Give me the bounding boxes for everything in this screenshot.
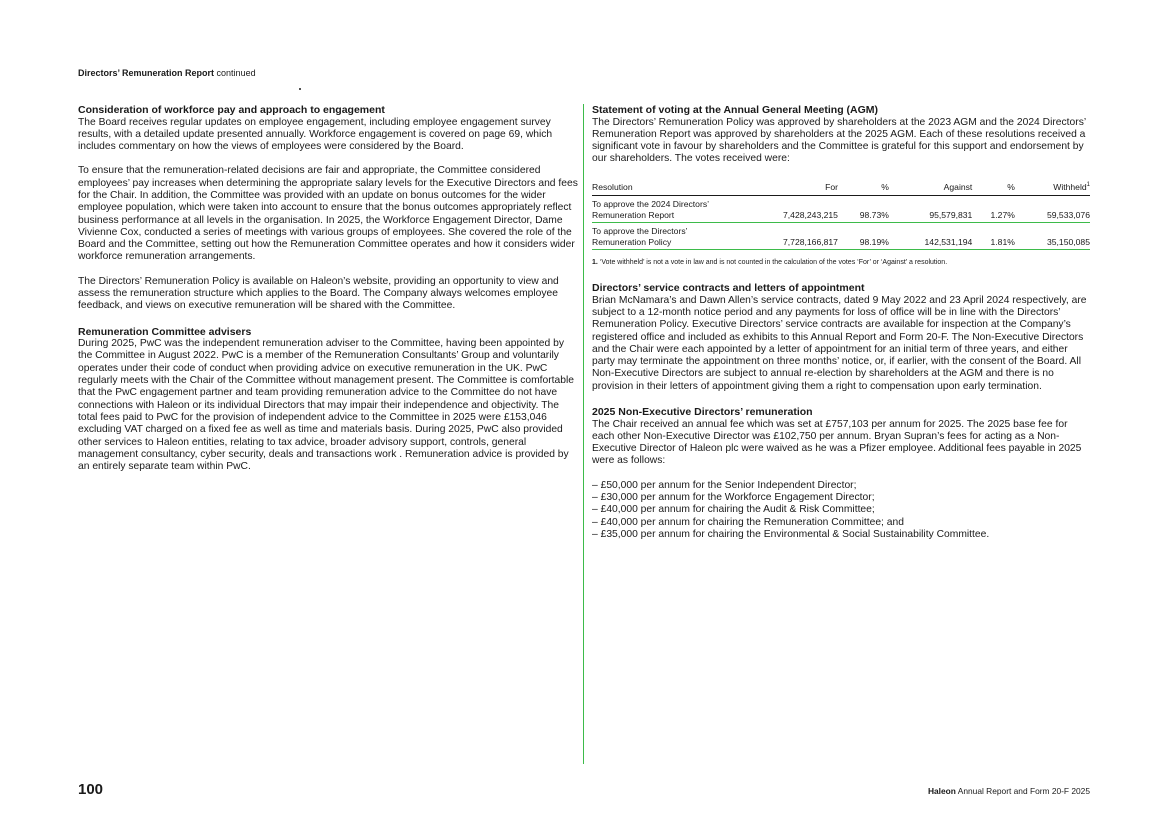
section-continued: continued xyxy=(216,68,256,78)
footnote-text: ‘Vote withheld’ is not a vote in law and is not counted in the calculation of the votes ‘For’ or ‘Against’ a resolution. xyxy=(599,259,948,267)
advisers-heading: Remuneration Committee advisers xyxy=(78,325,252,338)
left-column xyxy=(78,104,578,486)
resolution-cell: To approve the 2024 Directors’ Remuneration Report xyxy=(592,196,742,223)
ned-section xyxy=(592,406,1090,541)
voting-section xyxy=(592,104,1090,268)
votes-footnote xyxy=(592,258,1090,268)
voting-paragraph: The Directors’ Remuneration Policy was approved by shareholders at the 2023 AGM and the 2024 Directors’ Remuneration Report was approved by shareholders at the 2025 AGM. Each of these resolutions received a significant vote in favour by shareholders and the Committee is grateful for this support and endorsement by our shareholders. The votes received were: xyxy=(592,116,1086,165)
list-item: – £30,000 per annum for the Workforce Engagement Director; xyxy=(592,492,875,504)
contracts-heading: Directors’ service contracts and letters of appointment xyxy=(592,282,865,295)
workforce-paragraph-1: The Board receives regular updates on employee engagement, including employee engagement survey results, with a detailed update presented annually. Workforce engagement is covered on page 69, which includes commentary on how the views of employees were considered by the Board. xyxy=(78,116,553,153)
list-item: – £50,000 per annum for the Senior Independent Director; xyxy=(592,479,857,491)
for-cell: 7,728,166,817 xyxy=(742,223,838,250)
list-item: – £40,000 per annum for chairing the Remuneration Committee; and xyxy=(592,516,904,528)
col-against: Against xyxy=(889,182,972,196)
resolution-cell: To approve the Directors’ Remuneration Policy xyxy=(592,223,742,250)
against-cell: 95,579,831 xyxy=(889,196,972,223)
against-cell: 142,531,194 xyxy=(889,223,972,250)
col-withheld: Withheld$^1$ xyxy=(1015,182,1090,196)
for-pct-cell: 98.19% xyxy=(838,223,889,250)
against-pct-cell: 1.81% xyxy=(972,223,1015,250)
page-number: 100 xyxy=(78,781,104,798)
col-for: For xyxy=(742,182,838,196)
document-title: Annual Report and Form 20-F 2025 xyxy=(957,786,1090,796)
workforce-paragraph-2: To ensure that the remuneration-related decisions are fair and appropriate, the Committee considered employees’ pay increases when determining the appropriate salary levels for the Executive Directors and fees for the Chair. In addition, the Committee was provided with an update on bonus outcomes for the wider employee population, which were taken into account to ensure that the bonus outcomes appropriately reflect business performance at all levels in the organisation. In 2025, the Workforce Engagement Director, Dame Vivienne Cox, conducted a series of meetings with various groups of employees. She covered the role of the Board and the Committee, setting out how the Remuneration Committee operates and how it considers wider workforce remuneration arrangements. xyxy=(78,165,578,263)
brand-name: Haleon xyxy=(927,786,956,796)
col-for-pct: % xyxy=(838,182,889,196)
against-pct-cell: 1.27% xyxy=(972,196,1015,223)
workforce-heading: Consideration of workforce pay and approach to engagement xyxy=(78,104,385,116)
workforce-section xyxy=(78,104,578,313)
list-item: – £40,000 per annum for chairing the Audit & Risk Committee; xyxy=(592,504,875,516)
advisers-section xyxy=(78,326,578,474)
fees-list xyxy=(592,480,1090,541)
list-item: – £35,000 per annum for chairing the Environmental & Social Sustainability Committee. xyxy=(592,528,990,540)
ned-paragraph: The Chair received an annual fee which was set at £757,103 per annum for 2025. The 2025 base fee for each other Non-Executive Director was £102,750 per annum. Bryan Supran’s fees for acting as a Non-Executive Director of Haleon plc were waived as he was a Pfizer employee. Additional fees payable in 2025 were as follows: xyxy=(592,418,1082,467)
voting-heading: Statement of voting at the Annual General Meeting (AGM) xyxy=(592,104,879,116)
workforce-paragraph-3: The Directors’ Remuneration Policy is available on Haleon’s website, providing an opportunity to view and assess the remuneration structure which applies to the Board. The Company always welcomes employee feedback, and views on executive remuneration will be shared with the Committee. xyxy=(78,275,559,312)
votes-table-header xyxy=(592,182,1090,196)
footer-brand xyxy=(928,786,1090,796)
for-cell: 7,428,243,215 xyxy=(742,196,838,223)
advisers-paragraph: During 2025, PwC was the independent remuneration adviser to the Committee, having been appointed by the Committee in August 2022. PwC is a member of the Remuneration Consultants’ Group and voluntarily operates under their code of conduct when providing advice on executive remuneration in the UK. PwC regularly meets with the Chair of the Committee without management present. The Committee is comfortable that the PwC engagement partner and team providing remuneration advice to the Committee do not have connections with Haleon or its individual Directors that may impair their independence and objectivity. The total fees paid to PwC for the provision of independent advice to the Committee in 2025 were £153,046 excluding VAT charged on a fixed fee as well as time and materials basis. During 2025, PwC also provided other services to Haleon entities, relating to tax advice, broader advisory support, controls, general management consultancy, cyber security, deals and transactions work . Remuneration advice is provided by an entirely separate team within PwC. xyxy=(78,338,574,473)
table-row xyxy=(592,223,1090,250)
running-header xyxy=(78,67,256,79)
withheld-cell: 59,533,076 xyxy=(1015,196,1090,223)
right-column xyxy=(592,104,1090,554)
footnote-number: 1. xyxy=(592,259,598,267)
for-pct-cell: 98.73% xyxy=(838,196,889,223)
table-row xyxy=(592,196,1090,223)
withheld-cell: 35,150,085 xyxy=(1015,223,1090,250)
contracts-paragraph: Brian McNamara’s and Dawn Allen’s service contracts, dated 9 May 2022 and 23 April 2024 respectively, are subject to a 12-month notice period and any payments for loss of office will be in line with the Directors’ Remuneration Policy. Executive Directors’ service contracts are available for inspection at the Company’s registered office and included as exhibits to this Annual Report and Form 20-F. The Non-Executive Directors and the Chair were each appointed by a letter of appointment for an initial term of three years, and either party may terminate the appointment on three months’ notice, or, if earlier, with the consent of the Board. All Non-Executive Directors are subject to annual re-election by shareholders at the AGM and there is no provision in their letters of appointment giving them a right to compensation upon early termination. xyxy=(592,294,1087,392)
col-against-pct: % xyxy=(972,182,1015,196)
stray-mark xyxy=(299,88,301,90)
footnote-ref: 1 xyxy=(1086,181,1090,188)
column-divider xyxy=(583,104,584,764)
col-resolution: Resolution xyxy=(592,182,742,196)
section-title: Directors’ Remuneration Report xyxy=(78,68,215,78)
ned-heading: 2025 Non-Executive Directors’ remuneration xyxy=(592,406,813,419)
contracts-section xyxy=(592,282,1090,393)
votes-table xyxy=(592,182,1090,251)
